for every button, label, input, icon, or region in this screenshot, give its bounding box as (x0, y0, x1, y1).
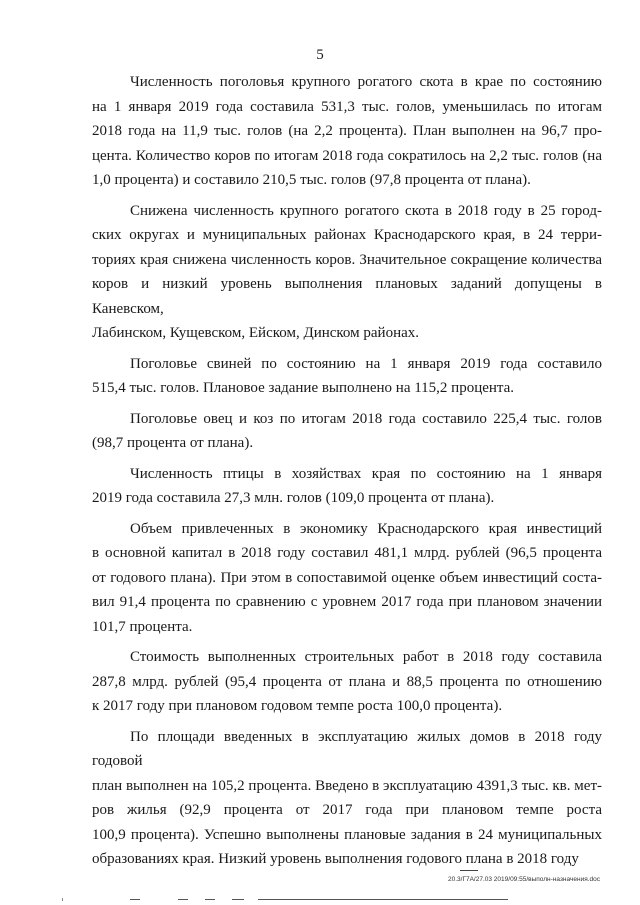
paragraph (92, 407, 602, 456)
scan-speck (62, 898, 63, 901)
text-line: Снижена численность крупного рогатого скота в 2018 году в 25 город- (130, 202, 602, 219)
text-line: коров и низкий уровень выполнения плановых заданий допущены в Каневском, (92, 276, 602, 317)
text-line: образованиях края. Низкий уровень выполнения годового плана в 2018 году (92, 851, 579, 867)
paragraph (92, 352, 602, 401)
text-line: от годового плана). При этом в сопоставимой оценке объем инвестиций соста- (92, 569, 602, 586)
paragraph (92, 462, 602, 511)
paragraph (92, 70, 602, 193)
paragraph (92, 645, 602, 719)
text-line: к 2017 году при плановом годовом темпе роста 100,0 процента). (92, 698, 503, 714)
text-line: 515,4 тыс. голов. Плановое задание выполнено на 115,2 процента. (92, 380, 515, 396)
page-number: 5 (316, 47, 324, 63)
text-line: Объем привлеченных в экономику Краснодарского края инвестиций (130, 520, 602, 537)
document-body (92, 70, 602, 878)
text-line: 287,8 млрд. рублей (95,4 процента от плана и 88,5 процента по отношению (92, 673, 602, 690)
text-line: вил 91,4 процента по сравнению с уровнем 2017 года при плановом значении (92, 594, 602, 610)
text-line: ров жилья (92,9 процента от 2017 года при плановом темпе роста (92, 802, 602, 818)
text-line: в основной капитал в 2018 году составил 481,1 млрд. рублей (96,5 процента (92, 545, 602, 561)
text-line: 100,9 процента). Успешно выполнены плановые задания в 24 муниципальных (92, 826, 602, 843)
text-line: на 1 января 2019 года составила 531,3 тыс. голов, уменьшилась по итогам (92, 98, 602, 115)
text-line: Численность поголовья крупного рогатого скота в крае по состоянию (130, 74, 602, 90)
footer-file-reference: 20.3/Г7А/27.03 2019/09:55/выполн-назначения.doc (448, 876, 601, 883)
text-line: цента. Количество коров по итогам 2018 года сократилось на 2,2 тыс. голов (на (92, 147, 602, 164)
text-line: Поголовье овец и коз по итогам 2018 года составило 225,4 тыс. голов (130, 410, 602, 427)
scan-artifact-dash (130, 899, 140, 900)
paragraph (92, 725, 602, 872)
text-line: Численность птицы в хозяйствах края по состоянию на 1 января (130, 465, 602, 482)
text-line: план выполнен на 105,2 процента. Введено в эксплуатацию 4391,3 тыс. кв. мет- (92, 777, 602, 794)
scan-artifact-rule (258, 899, 508, 900)
scan-artifact-dash (205, 899, 215, 900)
text-line: Поголовье свиней по состоянию на 1 января 2019 года составило (130, 355, 602, 372)
text-line: 2019 года составила 27,3 млн. голов (109,0 процента от плана). (92, 490, 495, 506)
text-line: ских округах и муниципальных районах Краснодарского края, в 24 терри- (92, 227, 602, 243)
footer-rule (460, 870, 478, 871)
text-line: Стоимость выполненных строительных работ в 2018 году составила (130, 649, 602, 665)
text-line: 101,7 процента. (92, 618, 193, 635)
text-line: ториях края снижена численность коров. Значительное сокращение количества (92, 251, 602, 268)
text-line: Лабинском, Кущевском, Ейском, Динском районах. (92, 325, 420, 341)
text-line: (98,7 процента от плана). (92, 435, 254, 451)
scan-artifact-dash (232, 899, 244, 900)
text-line: 1,0 процента) и составило 210,5 тыс. голов (97,8 процента от плана). (92, 172, 531, 188)
paragraph (92, 199, 602, 346)
text-line: По площади введенных в эксплуатацию жилых домов в 2018 году годовой (92, 728, 602, 769)
text-line: 2018 года на 11,9 тыс. голов (на 2,2 процента). План выполнен на 96,7 про- (92, 123, 602, 139)
scan-artifact-dash (178, 899, 188, 900)
paragraph (92, 517, 602, 640)
